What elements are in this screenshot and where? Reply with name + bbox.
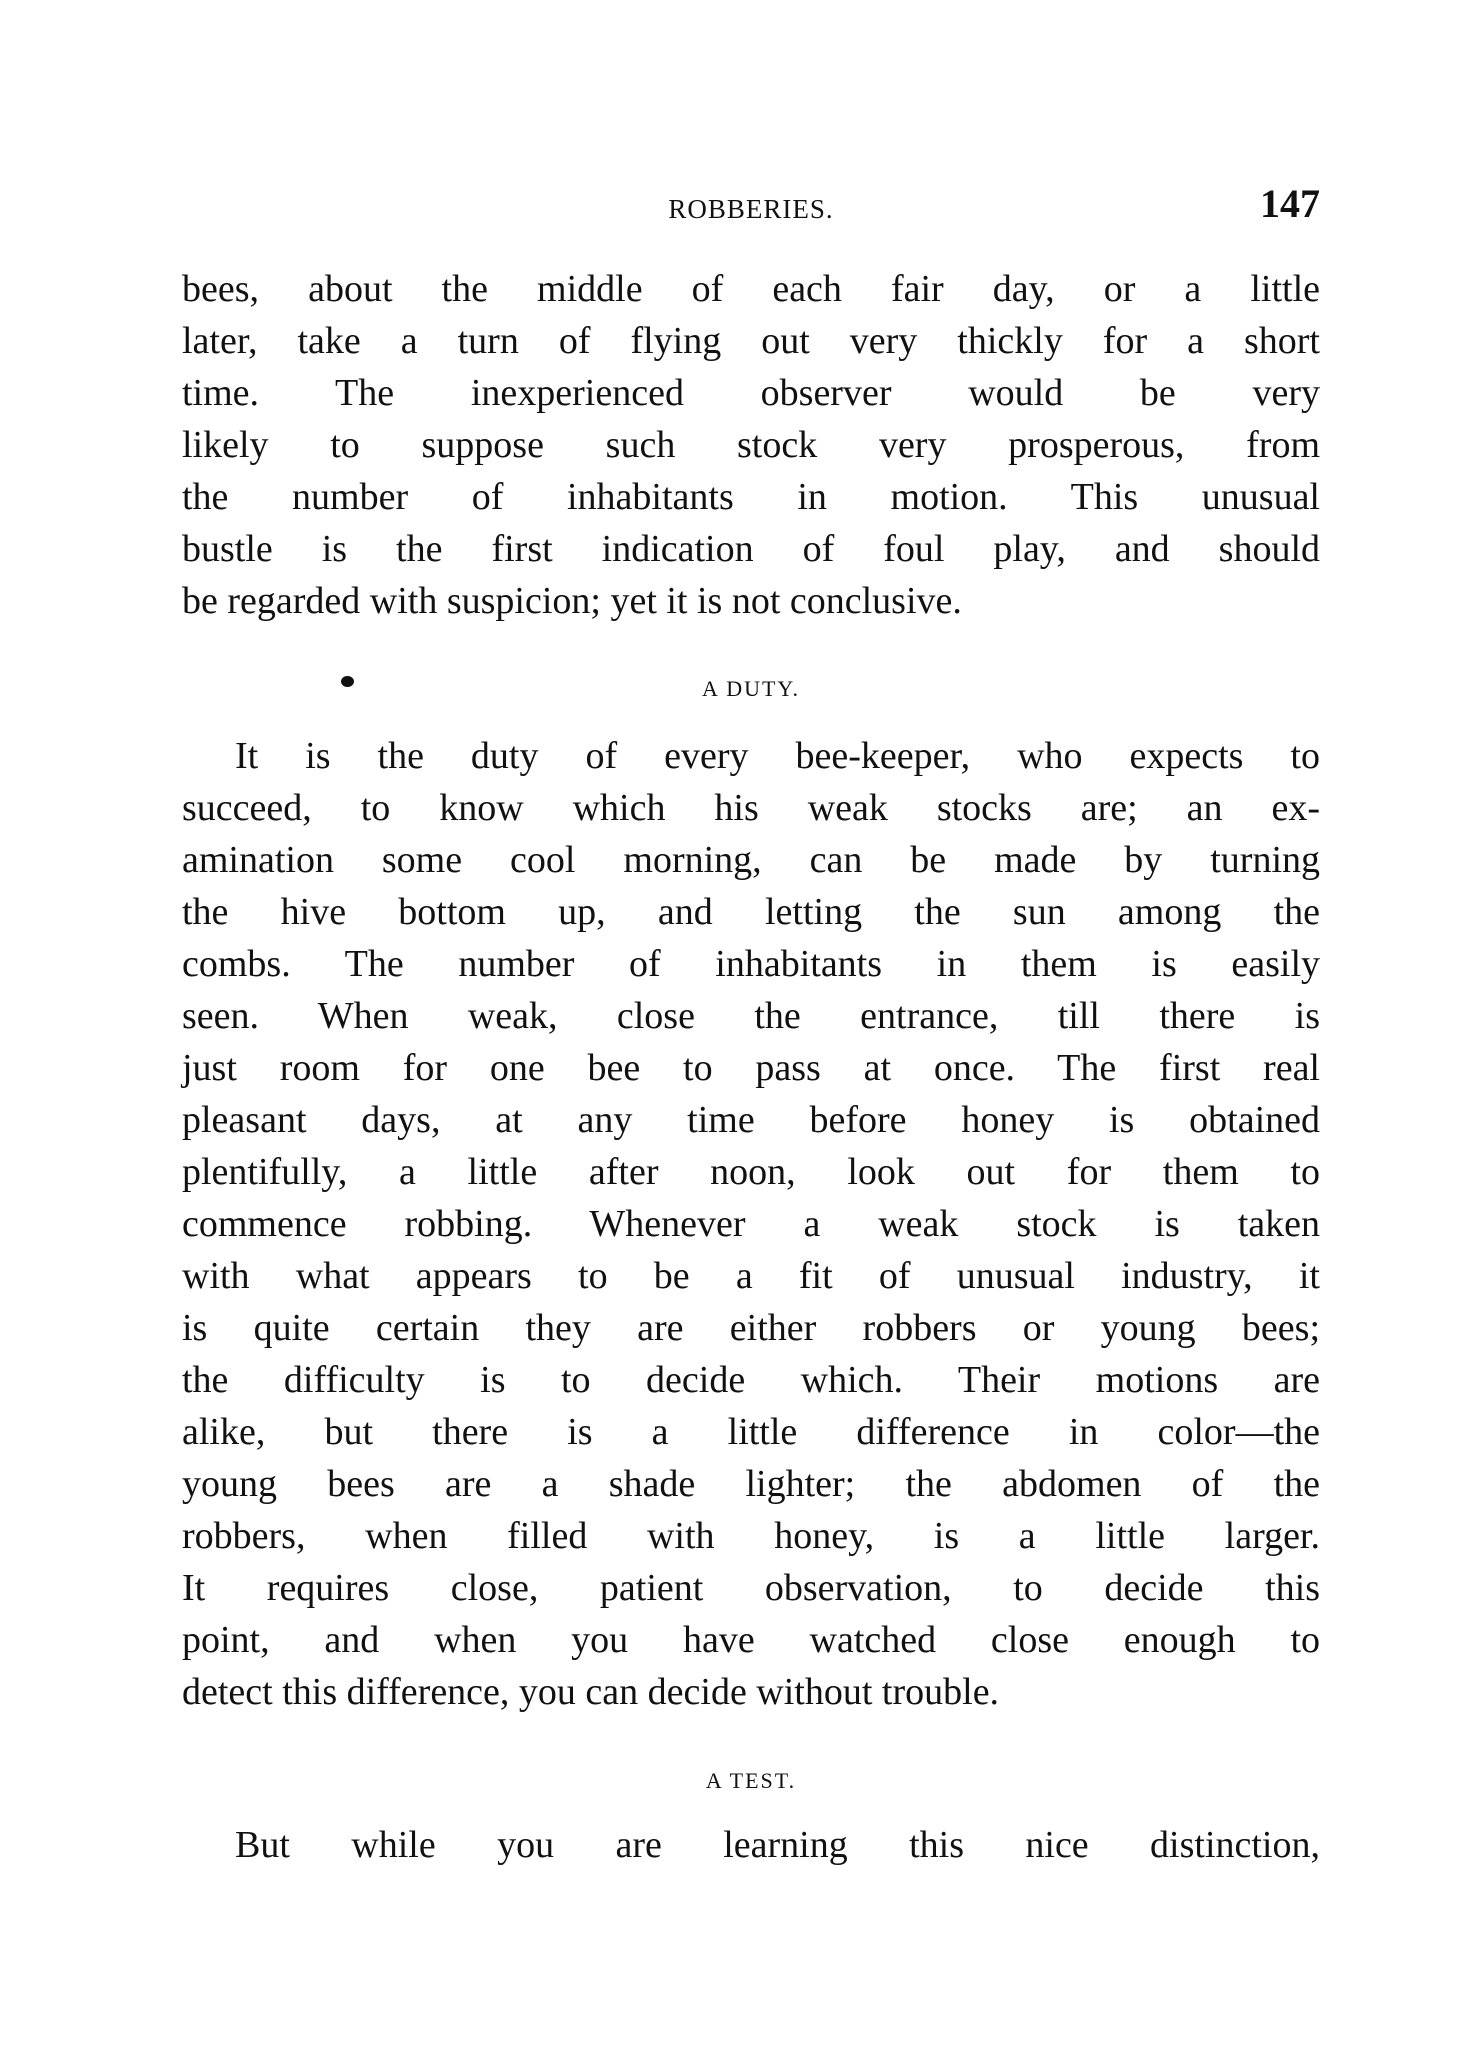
section-heading-a-duty: A DUTY.	[702, 676, 800, 701]
text-line: be regarded with suspicion; yet it is not conclusive.	[182, 580, 962, 622]
text-line: likely to suppose such stock very prosperous, from	[182, 424, 1320, 466]
text-line: with what appears to be a fit of unusual industry, it	[182, 1255, 1320, 1297]
text-line: point, and when you have watched close enough to	[182, 1619, 1320, 1661]
running-title: ROBBERIES.	[668, 194, 834, 224]
text-line: the hive bottom up, and letting the sun among the	[182, 891, 1320, 933]
text-line: just room for one bee to pass at once. The first real	[182, 1047, 1320, 1089]
text-line: the number of inhabitants in motion. This unusual	[182, 476, 1320, 518]
text-line: commence robbing. Whenever a weak stock is taken	[182, 1203, 1320, 1245]
text-line: young bees are a shade lighter; the abdomen of the	[182, 1463, 1320, 1505]
text-line: amination some cool morning, can be made by turning	[182, 839, 1320, 881]
text-line: bustle is the first indication of foul play, and should	[182, 528, 1320, 570]
text-line: alike, but there is a little difference in color—the	[182, 1411, 1320, 1453]
text-line: later, take a turn of flying out very thickly for a short	[182, 320, 1320, 362]
paragraph-a-test	[182, 1819, 1320, 1871]
text-line: succeed, to know which his weak stocks are; an ex-	[182, 787, 1320, 829]
page-number: 147	[1260, 181, 1320, 226]
text-line: is quite certain they are either robbers or young bees;	[182, 1307, 1320, 1349]
text-line: seen. When weak, close the entrance, till there is	[182, 995, 1320, 1037]
text-line: combs. The number of inhabitants in them is easily	[182, 943, 1320, 985]
paragraph-1	[182, 263, 1320, 627]
paragraph-a-duty	[182, 730, 1320, 1718]
ink-blot	[341, 676, 354, 687]
page-header	[182, 180, 1320, 230]
text-line: the difficulty is to decide which. Their motions are	[182, 1359, 1320, 1401]
text-line: It is the duty of every bee-keeper, who expects to	[235, 735, 1320, 777]
text-line: pleasant days, at any time before honey is obtained	[182, 1099, 1320, 1141]
text-line: But while you are learning this nice distinction,	[235, 1824, 1320, 1866]
text-line: It requires close, patient observation, to decide this	[182, 1567, 1320, 1609]
text-line: plentifully, a little after noon, look out for them to	[182, 1151, 1320, 1193]
section-heading-a-test: A TEST.	[705, 1768, 797, 1793]
text-line: detect this difference, you can decide without trouble.	[182, 1671, 1000, 1713]
text-line: bees, about the middle of each fair day, or a little	[182, 268, 1320, 310]
text-line: time. The inexperienced observer would be very	[182, 372, 1320, 414]
text-line: robbers, when filled with honey, is a little larger.	[182, 1515, 1320, 1557]
